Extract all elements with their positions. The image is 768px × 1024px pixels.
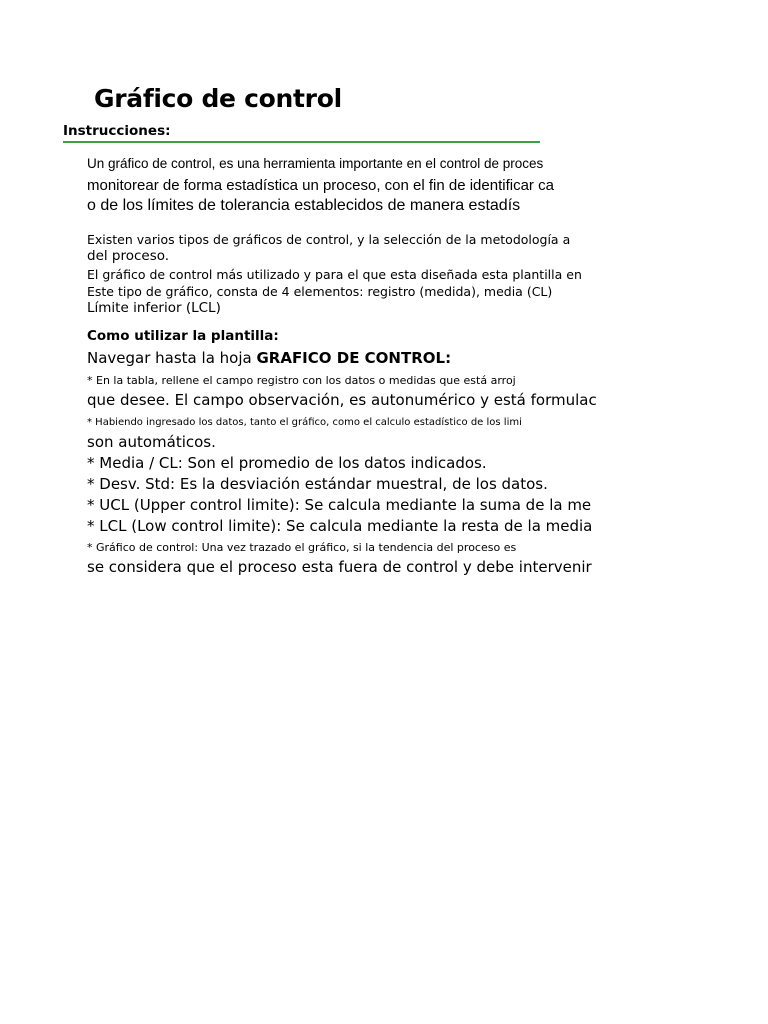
navigate-prefix: Navegar hasta la hoja (87, 349, 257, 367)
how-to-line-6: * Desv. Std: Es la desviación estándar muestral, de los datos. (87, 475, 548, 493)
intro-line-2: monitorear de forma estadística un proceso, con el fin de identificar ca (87, 177, 554, 194)
types-line-3: El gráfico de control más utilizado y para el que esta diseñada esta plantilla en (87, 267, 582, 282)
how-to-line-4: son automáticos. (87, 433, 216, 451)
types-line-2: del proceso. (87, 248, 170, 264)
how-to-line-2: que desee. El campo observación, es autonumérico y está formulac (87, 391, 597, 409)
section-divider (63, 141, 540, 143)
navigate-line (87, 349, 451, 367)
how-to-line-9: * Gráfico de control: Una vez trazado el gráfico, si la tendencia del proceso es (87, 541, 517, 554)
how-to-line-7: * UCL (Upper control limite): Se calcula mediante la suma de la me (87, 496, 592, 514)
types-line-5: Límite inferior (LCL) (87, 300, 221, 316)
types-line-1: Existen varios tipos de gráficos de control, y la selección de la metodología a (87, 232, 571, 247)
types-line-4: Este tipo de gráfico, consta de 4 elementos: registro (medida), media (CL) (87, 284, 553, 299)
instructions-heading: Instrucciones: (63, 123, 171, 139)
navigate-sheet-name: GRAFICO DE CONTROL: (256, 349, 452, 367)
how-to-line-1: * En la tabla, rellene el campo registro con los datos o medidas que está arroj (87, 374, 516, 387)
how-to-line-10: se considera que el proceso esta fuera de control y debe intervenir (87, 558, 592, 576)
page-title: Gráfico de control (94, 84, 342, 113)
how-to-line-3: * Habiendo ingresado los datos, tanto el gráfico, como el calculo estadístico de los limi (87, 417, 522, 428)
intro-line-3: o de los límites de tolerancia establecidos de manera estadís (87, 197, 521, 214)
instructions-body (0, 150, 597, 590)
how-to-line-5: * Media / CL: Son el promedio de los datos indicados. (87, 454, 487, 472)
how-to-line-8: * LCL (Low control limite): Se calcula mediante la resta de la media (87, 517, 593, 535)
intro-line-1: Un gráfico de control, es una herramienta importante en el control de proces (87, 156, 544, 171)
how-to-heading: Como utilizar la plantilla: (87, 328, 279, 344)
